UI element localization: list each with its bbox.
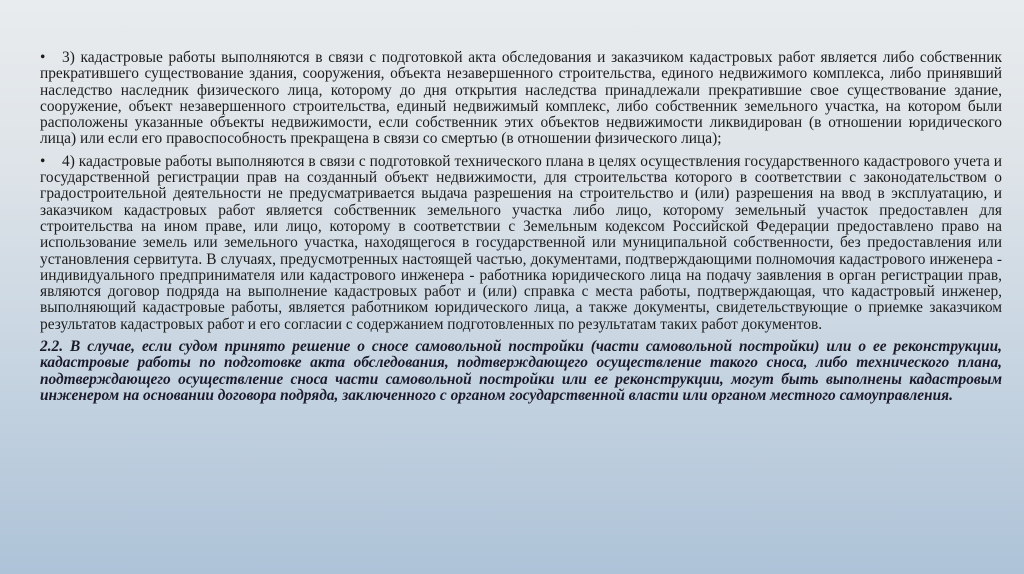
slide-content <box>40 50 1002 410</box>
paragraph-text: 4) кадастровые работы выполняются в связи с подготовкой технического плана в целях осуществления государственного кадастрового учета и государственной регистрации прав на созданный объект недвижимости, для строительства которого в соответствии с законодательством о градостроительной деятельности не предусматривается выдача разрешения на строительство и (или) разрешения на ввод в эксплуатацию, и заказчиком кадастровых работ является собственник земельного участка либо лицо, которому земельный участок предоставлен для строительства на ином праве, или лицо, которому в соответствии с Земельным кодексом Российской Федерации предоставлено право на использование земель или земельного участка, находящегося в государственной или муниципальной собственности, без предоставления или установления сервитута. В случаях, предусмотренных настоящей частью, документами, подтверждающими полномочия кадастрового инженера - индивидуального предпринимателя или кадастрового инженера - работника юридического лица на подачу заявления в орган регистрации прав, являются договор подряда на выполнение кадастровых работ и (или) справка с места работы, подтверждающая, что кадастровый инженер, выполняющий кадастровые работы, является работником юридического лица, а также документы, свидетельствующие о приемке заказчиком результатов кадастровых работ и его согласии с содержанием подготовленных по результатам таких работ документов. <box>40 152 1002 333</box>
bullet-marker: • <box>40 49 46 66</box>
paragraph-item-3 <box>40 50 1002 148</box>
highlight-paragraph: 2.2. В случае, если судом принято решение о сносе самовольной постройки (части самовольной постройки) или о ее реконструкции, кадастровые работы по подготовке акта обследования, подтверждающего осуществление такого сноса, либо технического плана, подтверждающего осуществление сноса части самовольной постройки или ее реконструкции, могут быть выполнены кадастровым инженером на основании договора подряда, заключенного с органом государственной власти или органом местного самоуправления. <box>40 338 1002 404</box>
bullet-marker: • <box>40 152 46 170</box>
paragraph-text: 3) кадастровые работы выполняются в связи с подготовкой акта обследования и заказчиком кадастровых работ является либо собственник прекратившего существование здания, сооружения, объекта незавершенного строительства, единого недвижимого комплекса, либо принявший наследство наследник физического лица, которому до дня открытия наследства принадлежали прекратившие свое существование здание, сооружение, объект незавершенного строительства, единый недвижимый комплекс, либо собственник земельного участка, на котором были расположены указанные объекты недвижимости, если собственник этих объектов недвижимости ликвидирован (в отношении юридического лица) или если его правоспособность прекращена в связи со смертью (в отношении физического лица); <box>40 49 1002 148</box>
paragraph-item-4 <box>40 154 1002 333</box>
